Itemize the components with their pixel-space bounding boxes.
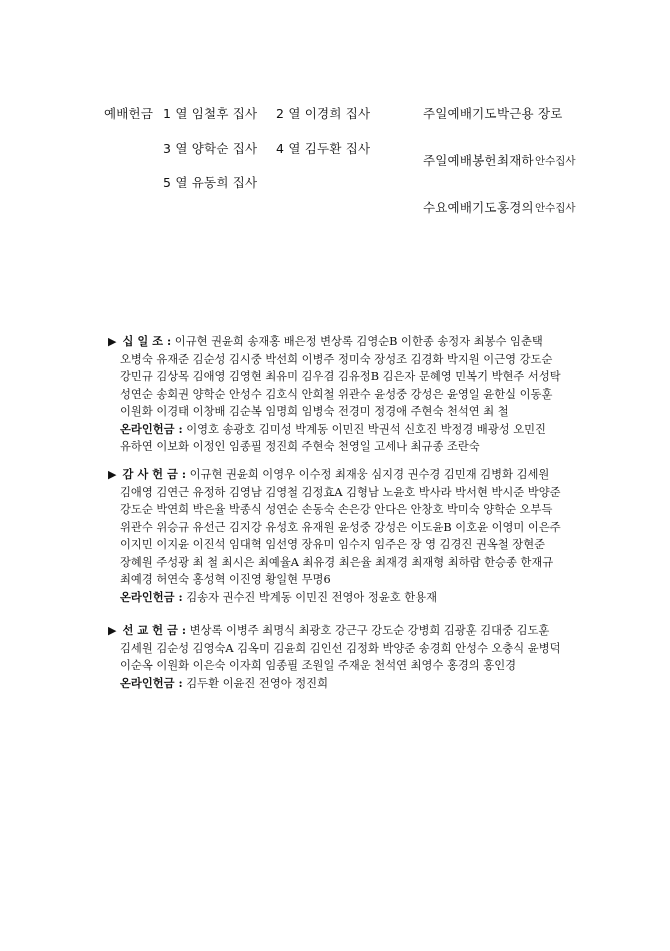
dedication-title: 안수집사 <box>535 155 576 167</box>
bullet-icon: ▶ <box>108 468 117 481</box>
wednesday-prayer-label: 수요예배기도 <box>423 200 497 215</box>
thanks-names: 김애영 김연근 유정하 김영남 김영철 김정효A 김형남 노윤호 박사라 박서현 박시준 박양준 <box>120 485 561 499</box>
thanks-online-label: 온라인헌금 : <box>120 589 183 604</box>
thanks-names: 강도순 박연희 박은율 박종식 성연순 손동숙 손은강 안다은 안창호 박미숙 양학순 오부득 <box>120 503 553 516</box>
mission-line-1 <box>108 622 578 640</box>
tithe-section <box>108 333 578 456</box>
tithe-line-1 <box>108 333 578 351</box>
thanks-names: 장혜원 주성광 최 철 최시은 최예율A 최유경 최은율 최재경 최재형 최하람 한승종 한재규 <box>120 555 554 569</box>
thanks-names: 위관수 위승규 유선근 김지강 유성호 유재원 윤성중 강성은 이도윤B 이호윤 이영미 이은주 <box>120 520 561 534</box>
wednesday-prayer-title: 안수집사 <box>535 202 576 214</box>
offering-row2-a: 3 열 양학순 집사 <box>163 141 258 156</box>
tithe-names: 이규현 권윤희 송재홍 배은정 변상록 김영순B 이한종 송정자 최봉수 임춘택 <box>174 335 543 348</box>
tithe-online-line <box>108 421 578 439</box>
thanks-online-names: 김송자 권수진 박계동 이민진 전영아 정윤호 한용재 <box>186 590 437 604</box>
tithe-label: 십 일 조 : <box>122 334 172 348</box>
tithe-online-names: 유하연 이보화 이정인 임종필 정진희 주현숙 천영일 고세나 최규종 조란숙 <box>120 440 480 453</box>
mission-online-label: 온라인헌금 : <box>120 675 183 690</box>
tithe-names: 성연순 송회권 양학순 안성수 김호식 안희철 위관수 윤성중 강성은 윤영일 윤한실 이동훈 <box>120 387 553 401</box>
thanks-line-1 <box>108 466 578 484</box>
thanks-label: 감 사 헌 금 : <box>122 467 187 481</box>
thanks-names: 최예경 허연숙 홍성혁 이진영 황일현 무명6 <box>120 573 331 586</box>
mission-online-names: 김두환 이윤진 전영아 정진희 <box>186 676 328 690</box>
wednesday-prayer-name: 홍경의 <box>497 200 534 215</box>
offering-row1-b: 2 열 이경희 집사 <box>276 106 371 121</box>
tithe-names: 이원화 이경태 이창배 김순복 임명희 임병숙 전경미 정경애 주현숙 천석연 최 철 <box>120 405 509 418</box>
thanks-section <box>108 466 578 606</box>
thanks-online-line <box>108 589 578 607</box>
offering-row3-a: 5 열 유동희 집사 <box>163 175 258 190</box>
mission-online-line <box>108 675 578 693</box>
thanks-names: 이지민 이지윤 이진석 임대혁 임선영 장유미 임수지 임주은 장 영 김경진 권옥철 장현준 <box>120 538 546 551</box>
mission-names: 이순옥 이원화 이은숙 이자희 임종필 조원일 주재운 천석연 최영수 홍경의 홍인경 <box>120 659 517 672</box>
offering-row1-a: 1 열 임철후 집사 <box>163 106 258 121</box>
tithe-names: 강민규 김상목 김애영 김영현 최유미 김우겸 김유정B 김은자 문혜영 민복기 박현주 서성탁 <box>120 370 561 383</box>
bullet-icon: ▶ <box>108 335 117 348</box>
offering-row2-b: 4 열 김두환 집사 <box>276 141 371 156</box>
bullet-icon: ▶ <box>108 624 117 637</box>
sunday-prayer-label: 주일예배기도 <box>423 106 497 121</box>
mission-names: 김세원 김순성 김영숙A 김옥미 김윤희 김인선 김정화 박양준 송경희 안성수 오충식 윤병덕 <box>120 641 561 655</box>
offering-label: 예배헌금 <box>104 106 154 121</box>
tithe-online-label: 온라인헌금 : <box>120 421 183 436</box>
tithe-names: 오병숙 유재준 김순성 김시중 박선희 이병주 정미숙 장성조 김경화 박지원 이근영 강도순 <box>120 352 553 366</box>
mission-names: 변상록 이병주 최명식 최광호 강근구 강도순 강병희 김광훈 김대중 김도훈 <box>189 624 550 637</box>
tithe-online-names: 이영호 송광호 김미성 박계동 이민진 박권석 신호진 박정경 배광성 오민진 <box>186 422 546 436</box>
mission-section <box>108 622 578 692</box>
mission-label: 선 교 헌 금 : <box>122 623 187 637</box>
dedication-name: 최재하 <box>497 153 534 168</box>
dedication-label: 주일예배봉헌 <box>423 153 497 168</box>
thanks-names: 이규현 권윤희 이영우 이수정 최재웅 심지경 권수경 김민재 김병화 김세원 <box>189 468 550 481</box>
sunday-prayer-name: 박근용 장로 <box>497 106 563 121</box>
